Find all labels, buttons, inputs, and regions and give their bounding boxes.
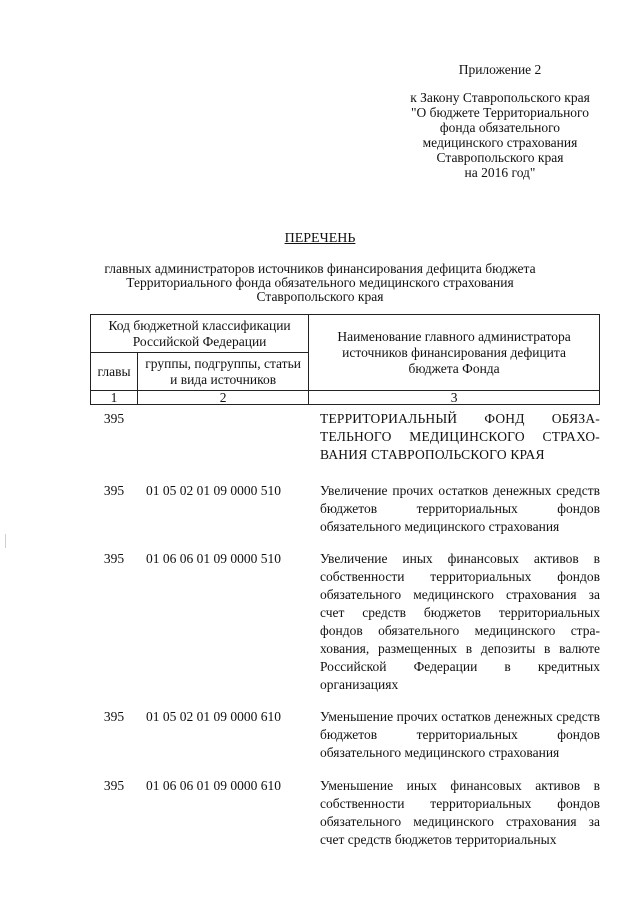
- column-number: 3: [309, 391, 600, 405]
- appendix-line: на 2016 год": [464, 165, 536, 180]
- appendix-title: Приложение 2: [458, 62, 542, 77]
- subheading-line: Ставропольского края: [256, 289, 384, 304]
- header-admin-name: Наименование главного администратора источников финансирования дефицита бюджета Фонда: [309, 315, 600, 391]
- row-chapter: 395: [103, 483, 125, 498]
- appendix-line: медицинского страхования: [422, 135, 578, 150]
- row-chapter: 395: [103, 551, 125, 566]
- document-heading: ПЕРЕЧЕНЬ: [284, 231, 356, 246]
- header-kbk: Код бюджетной классификации Российской Федерации: [91, 315, 309, 353]
- row-chapter: 395: [103, 709, 125, 724]
- row-chapter: 395: [103, 411, 125, 426]
- row-code: 01 05 02 01 09 0000 610: [146, 709, 281, 724]
- appendix-line: фонда обязательного: [439, 120, 561, 135]
- row-name: Увеличение прочих остатков денежных средств бюджетов территориальных фондов обязательного медицинского страхования: [320, 483, 600, 534]
- header-chapter: главы: [91, 353, 138, 391]
- scan-artifact: [5, 534, 6, 548]
- row-name: Увеличение иных финансовых активов в собственности территориальных фондов обязательного медицинского страхования за счет средств бюджетов территориальных фондов обязательного медицинского стра-хования, размещенных в депозиты в валюте Российской Федерации в кредитных организациях: [320, 551, 600, 692]
- header-groups: группы, подгруппы, статьи и вида источников: [138, 353, 309, 391]
- row-code: 01 05 02 01 09 0000 510: [146, 483, 281, 498]
- row-code: 01 06 06 01 09 0000 610: [146, 778, 281, 793]
- classification-table-header: [90, 314, 600, 405]
- subheading-line: главных администраторов источников финансирования дефицита бюджета: [104, 261, 536, 276]
- row-name: ТЕРРИТОРИАЛЬНЫЙ ФОНД ОБЯЗА-ТЕЛЬНОГО МЕДИЦИНСКОГО СТРАХО-ВАНИЯ СТАВРОПОЛЬСКОГО КРАЯ: [320, 411, 600, 462]
- row-name: Уменьшение иных финансовых активов в собственности территориальных фондов обязательного медицинского страхования за счет средств бюджетов территориальных: [320, 778, 600, 847]
- appendix-line: к Закону Ставропольского края: [410, 90, 590, 105]
- column-number: 2: [138, 391, 309, 405]
- row-chapter: 395: [103, 778, 125, 793]
- appendix-header: [380, 62, 620, 180]
- subheading-line: Территориального фонда обязательного медицинского страхования: [126, 275, 514, 290]
- row-name: Уменьшение прочих остатков денежных средств бюджетов территориальных фондов обязательного медицинского страхования: [320, 709, 600, 760]
- document-subheading: [0, 262, 640, 304]
- row-code: 01 06 06 01 09 0000 510: [146, 551, 281, 566]
- appendix-line: "О бюджете Территориального: [410, 105, 589, 120]
- column-number: 1: [91, 391, 138, 405]
- appendix-line: Ставропольского края: [436, 150, 564, 165]
